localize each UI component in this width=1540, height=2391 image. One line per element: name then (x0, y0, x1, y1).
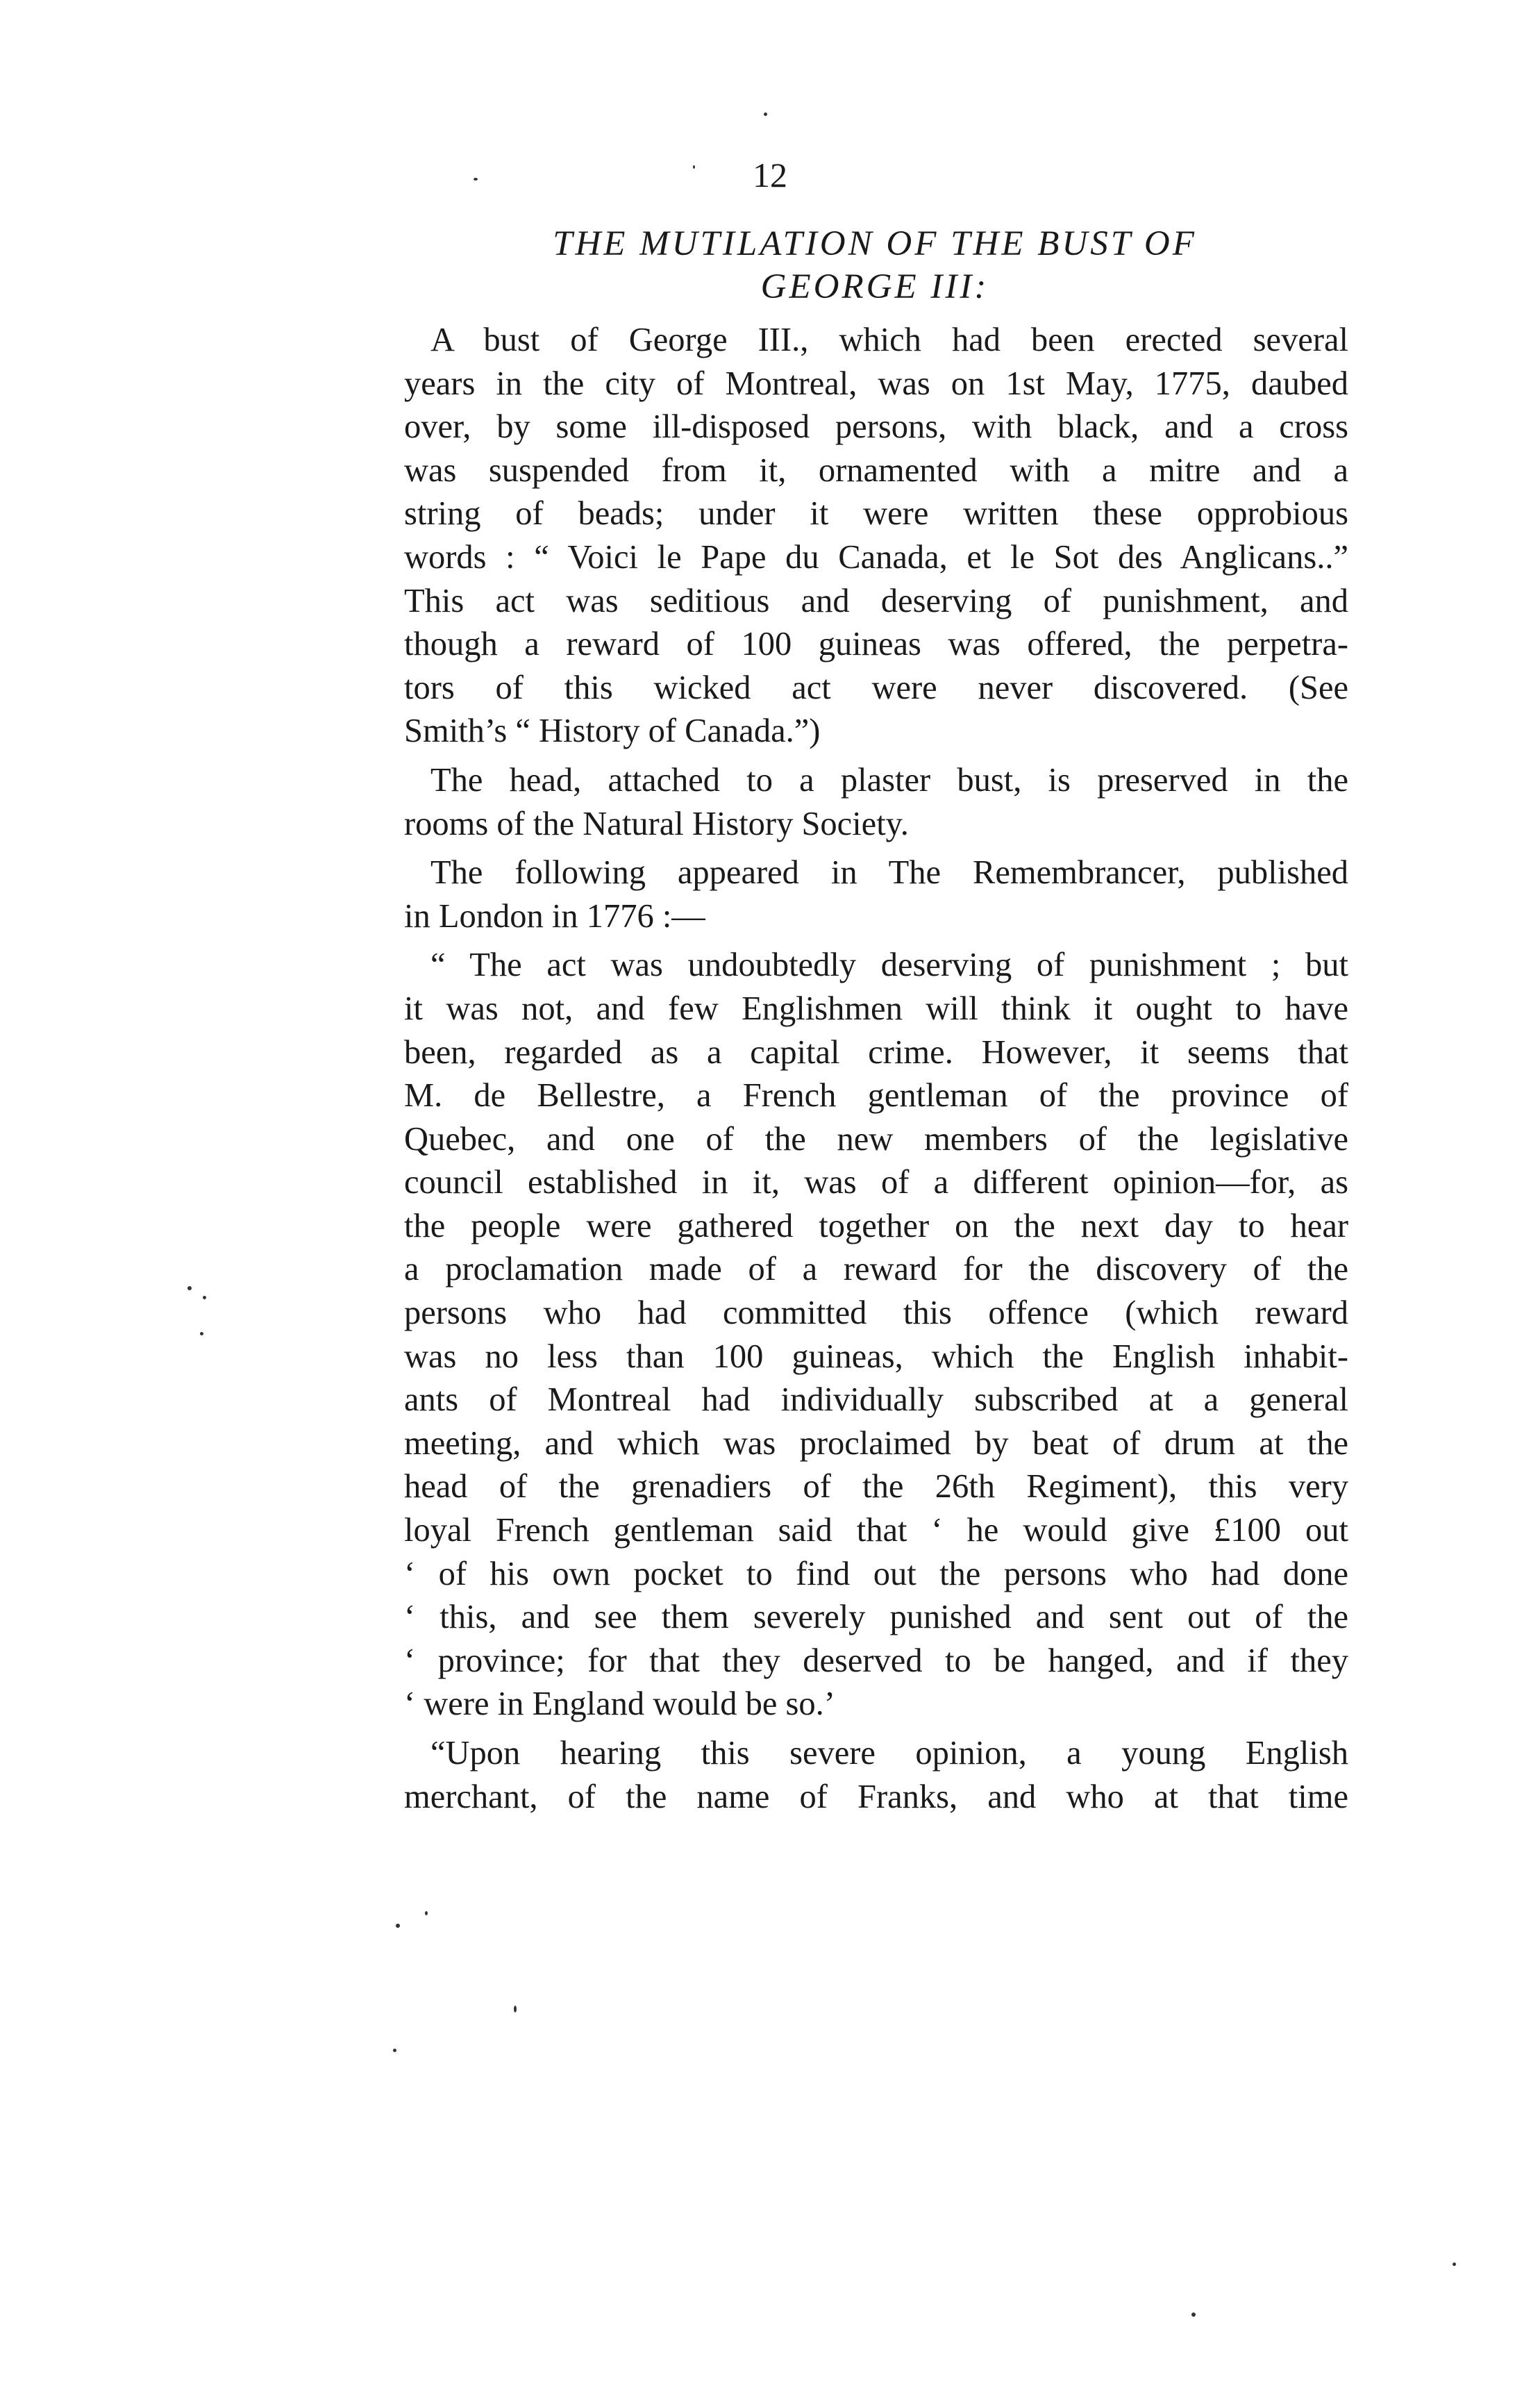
paragraph-3 (404, 851, 1348, 938)
text-line: was no less than 100 guineas, which the English inhabit- (404, 1338, 1348, 1375)
text-line: ‘ this, and see them severely punished and sent out of the (404, 1599, 1348, 1636)
text-line: M. de Bellestre, a French gentleman of the province of (404, 1077, 1348, 1115)
scan-speck (1191, 2313, 1196, 2317)
text-line: a proclamation made of a reward for the discovery of the (404, 1251, 1348, 1288)
text-line: persons who had committed this offence (which reward (404, 1294, 1348, 1332)
text-line: Smith’s “ History of Canada.”) (404, 713, 821, 750)
text-line: “Upon hearing this severe opinion, a young English (430, 1735, 1348, 1772)
text-line: though a reward of 100 guineas was offered, the perpetra- (404, 626, 1348, 663)
scan-speck (187, 1286, 192, 1290)
text-line: ‘ of his own pocket to find out the persons who had done (404, 1555, 1348, 1592)
scan-speck (764, 113, 767, 116)
scan-speck (1453, 2263, 1456, 2266)
paragraph-5 (404, 1732, 1348, 1819)
text-line: The head, attached to a plaster bust, is preserved in the (430, 761, 1348, 799)
scan-speck (425, 1911, 428, 1915)
scan-speck (200, 1332, 203, 1335)
text-line: string of beads; under it were written these opprobious (404, 495, 1348, 533)
chapter-title-line-1: THE MUTILATION OF THE BUST OF (553, 224, 1197, 263)
text-line: ‘ were in England would be so.’ (404, 1685, 835, 1723)
text-line: “ The act was undoubtedly deserving of punishment ; but (430, 947, 1348, 984)
text-line: merchant, of the name of Franks, and who at that time (404, 1778, 1348, 1815)
text-line: Quebec, and one of the new members of the legislative (404, 1120, 1348, 1158)
text-line: meeting, and which was proclaimed by beat of drum at the (404, 1424, 1348, 1462)
text-line: the people were gathered together on the next day to hear (404, 1207, 1348, 1244)
text-line: ants of Montreal had individually subscribed at a general (404, 1381, 1348, 1419)
text-line: ‘ province; for that they deserved to be hanged, and if they (404, 1642, 1348, 1679)
text-line: in London in 1776 :— (404, 897, 705, 935)
paragraph-4 (404, 944, 1348, 1726)
text-line: been, regarded as a capital crime. However, it seems that (404, 1033, 1348, 1071)
chapter-title (403, 222, 1347, 308)
scan-speck (514, 2006, 517, 2013)
page-number: 12 (753, 156, 787, 194)
body-text (404, 319, 1348, 1819)
chapter-title-line-2: GEORGE III: (760, 267, 989, 306)
text-line: head of the grenadiers of the 26th Regiment), this very (404, 1468, 1348, 1506)
text-line: A bust of George III., which had been erected several (430, 322, 1348, 358)
text-line: years in the city of Montreal, was on 1st May, 1775, daubed (404, 365, 1348, 402)
scan-speck (203, 1296, 206, 1299)
text-line: rooms of the Natural History Society. (404, 805, 909, 842)
scan-speck (393, 2049, 396, 2052)
text-line: was suspended from it, ornamented with a mitre and a (404, 451, 1348, 489)
text-line: words : “ Voici le Pape du Canada, et le Sot des Anglicans..” (404, 538, 1348, 576)
scan-speck (396, 1924, 400, 1928)
text-line: loyal French gentleman said that ‘ he would give £100 out (404, 1512, 1348, 1549)
paragraph-2 (404, 759, 1348, 846)
paragraph-1 (404, 319, 1348, 753)
text-line: The following appeared in The Remembrancer, published (430, 854, 1348, 892)
text-line: tors of this wicked act were never discovered. (See (404, 669, 1348, 706)
text-line: over, by some ill-disposed persons, with black, and a cross (404, 408, 1348, 446)
text-line: it was not, and few Englishmen will think it ought to have (404, 990, 1348, 1027)
scan-speck (474, 178, 478, 181)
text-line: council established in it, was of a different opinion—for, as (404, 1164, 1348, 1201)
text-line: This act was seditious and deserving of punishment, and (404, 582, 1348, 619)
scan-speck (693, 165, 695, 169)
